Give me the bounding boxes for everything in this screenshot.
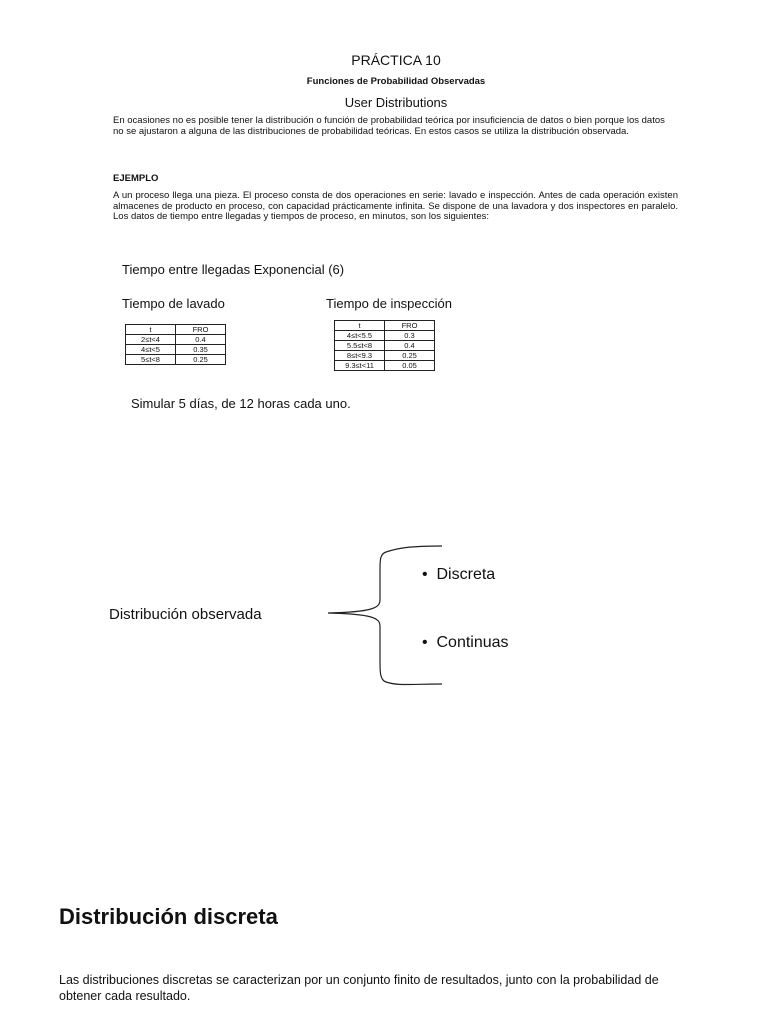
page-title: PRÁCTICA 10	[351, 52, 441, 68]
table-cell: 0.05	[385, 361, 435, 371]
table-row	[126, 335, 226, 345]
table-cell: 4≤t<5.5	[335, 331, 385, 341]
table-row	[335, 361, 435, 371]
section2-paragraph: Las distribuciones discretas se caracterizan por un conjunto finito de resultados, junto con la probabilidad de obtener cada resultado.	[59, 973, 659, 1003]
branch-continuas: • Continuas	[422, 634, 509, 651]
diagram-root-label: Distribución observada	[109, 606, 262, 623]
table-header-cell: t	[335, 321, 385, 331]
intro-paragraph: En ocasiones no es posible tener la distribución o función de probabilidad teórica por insuficiencia de datos o bien porque los datos no se ajustaron a alguna de las distribuciones de probabilidad teóricas. En estos casos se utiliza la distribución observada.	[113, 115, 665, 137]
table-cell: 9.3≤t<11	[335, 361, 385, 371]
simulate-note: Simular 5 días, de 12 horas cada uno.	[131, 396, 351, 411]
table-header-cell: FRO	[385, 321, 435, 331]
table-cell: 0.3	[385, 331, 435, 341]
arrivals-label: Tiempo entre llegadas Exponencial (6)	[122, 262, 345, 277]
table-cell: 2≤t<4	[126, 335, 176, 345]
branch-discreta-label: Discreta	[436, 566, 496, 583]
table-cell: 5≤t<8	[126, 355, 176, 365]
table-row	[126, 345, 226, 355]
table-cell: 5.5≤t<8	[335, 341, 385, 351]
lavado-table	[125, 324, 226, 365]
table-cell: 0.35	[176, 345, 226, 355]
section-title: User Distributions	[344, 95, 448, 110]
table-cell: 8≤t<9.3	[335, 351, 385, 361]
inspeccion-table	[334, 320, 435, 371]
inspeccion-label: Tiempo de inspección	[326, 296, 452, 311]
table-header-row	[335, 321, 435, 331]
table-header-row	[126, 325, 226, 335]
example-paragraph: A un proceso llega una pieza. El proceso consta de dos operaciones en serie: lavado e inspección. Antes de cada operación existen almacenes de producto en proceso, con capacidad prácticamente infinita. Se dispone de una lavadora y dos inspectores en paralelo. Los datos de tiempo entre llegadas y tiempos de proceso, en minutos, son los siguientes:	[113, 190, 678, 222]
table-row	[335, 341, 435, 351]
table-cell: 4≤t<5	[126, 345, 176, 355]
page-subtitle: Funciones de Probabilidad Observadas	[306, 76, 486, 87]
lavado-label: Tiempo de lavado	[122, 296, 225, 311]
example-heading: EJEMPLO	[113, 173, 159, 184]
table-row	[335, 351, 435, 361]
section2-heading: Distribución discreta	[59, 904, 278, 929]
table-cell: 0.25	[176, 355, 226, 365]
table-header-cell: t	[126, 325, 176, 335]
table-cell: 0.25	[385, 351, 435, 361]
branch-discreta: • Discreta	[422, 566, 496, 583]
table-cell: 0.4	[176, 335, 226, 345]
curly-brace	[320, 540, 450, 690]
table-row	[335, 331, 435, 341]
branch-continuas-label: Continuas	[436, 634, 509, 651]
table-cell: 0.4	[385, 341, 435, 351]
table-header-cell: FRO	[176, 325, 226, 335]
table-row	[126, 355, 226, 365]
